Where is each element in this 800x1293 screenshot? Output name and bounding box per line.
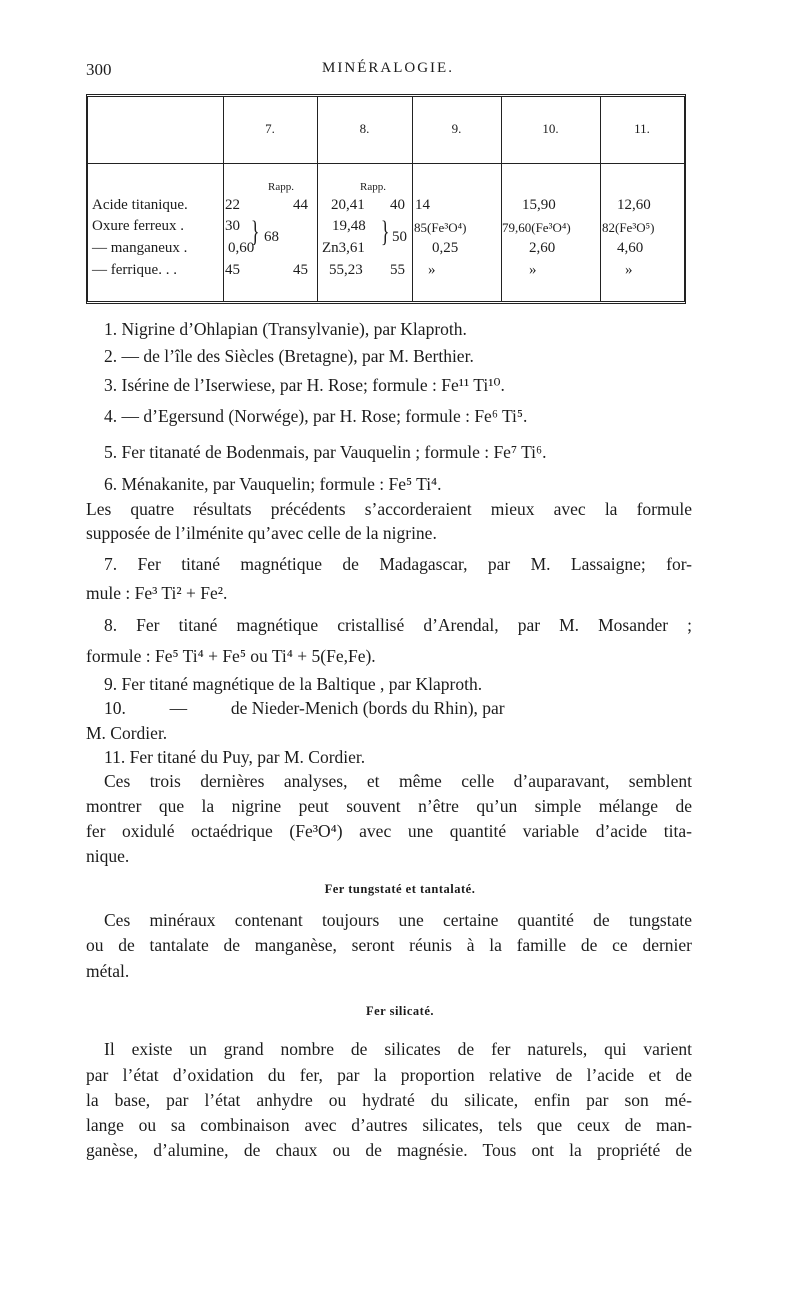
- table-cell: »: [529, 262, 537, 278]
- analysis-item-11: 11. Fer titané du Puy, par M. Cordier.: [104, 747, 366, 767]
- paragraph-line: montrer que la nigrine peut souvent n’être qu’un simple mélange de: [86, 796, 692, 816]
- table-cell: »: [428, 262, 436, 278]
- table-cell: 44: [293, 197, 308, 213]
- table-cell: Zn3,61: [322, 240, 365, 256]
- analysis-item-7: 7. Fer titané magnétique de Madagascar, par M. Lassaigne; for-: [104, 554, 692, 574]
- paragraph-line: M. Cordier.: [86, 723, 168, 743]
- paragraph-line: par l’état d’oxidation du fer, par la proportion relative de l’acide et de: [86, 1065, 692, 1085]
- analysis-item-5: 5. Fer titanaté de Bodenmais, par Vauquelin ; formule : Fe⁷ Ti⁶.: [104, 442, 547, 462]
- table-cell: 55: [390, 262, 405, 278]
- column-header-9: 9.: [451, 121, 462, 136]
- table-cell: 20,41: [331, 197, 365, 213]
- analysis-table: [86, 94, 686, 304]
- rapp-label: Rapp.: [360, 181, 386, 193]
- brace-sum-8: 50: [392, 229, 407, 245]
- column-header-10: 10.: [542, 121, 559, 136]
- rapp-label: Rapp.: [268, 181, 294, 193]
- paragraph-line: la base, par l’état anhydre ou hydraté du silicate, enfin par son mé-: [86, 1090, 692, 1110]
- table-cell: 45: [293, 262, 308, 278]
- running-header: [86, 60, 690, 84]
- analysis-item-10: 10. — de Nieder-Menich (bords du Rhin), par: [104, 698, 505, 718]
- table-cell: 4,60: [617, 240, 644, 256]
- analysis-item-1: 1. Nigrine d’Ohlapian (Transylvanie), par Klaproth.: [104, 319, 467, 339]
- paragraph-line: supposée de l’ilménite qu’avec celle de la nigrine.: [86, 523, 437, 543]
- table-cell: 45: [225, 262, 240, 278]
- table-cell: 79,60(Fe³O⁴): [502, 220, 571, 235]
- table-cell: 40: [390, 197, 405, 213]
- table-cell: 0,25: [432, 240, 459, 256]
- paragraph-line: nique.: [86, 846, 130, 866]
- paragraph-line: Ces minéraux contenant toujours une certaine quantité de tungstate: [104, 910, 692, 930]
- column-header-7: 7.: [265, 121, 275, 136]
- row-label: — manganeux .: [92, 240, 188, 256]
- column-header-11: 11.: [634, 121, 650, 136]
- table-cell: »: [625, 262, 633, 278]
- row-label: Oxure ferreux .: [92, 218, 185, 234]
- table-cell: 30: [225, 218, 240, 234]
- paragraph-line: Il existe un grand nombre de silicates de fer naturels, qui varient: [104, 1039, 692, 1059]
- paragraph-line: mule : Fe³ Ti² + Fe².: [86, 583, 228, 603]
- table-cell: 0,60: [228, 240, 255, 256]
- table-cell: 15,90: [522, 197, 556, 213]
- paragraph-line: Les quatre résultats précédents s’accorderaient mieux avec la formule: [86, 499, 692, 519]
- table-cell: 14: [415, 197, 430, 213]
- analysis-item-8: 8. Fer titané magnétique cristallisé d’Arendal, par M. Mosander ;: [104, 615, 692, 635]
- analysis-item-2: 2. — de l’île des Siècles (Bretagne), par M. Berthier.: [104, 346, 474, 366]
- table-cell: 85(Fe³O⁴): [414, 220, 467, 235]
- analysis-item-4: 4. — d’Egersund (Norwége), par H. Rose; formule : Fe⁶ Ti⁵.: [104, 406, 528, 426]
- section-heading: Fer silicaté.: [365, 1004, 435, 1018]
- paragraph-line: lange ou sa combinaison avec d’autres silicates, tels que ceux de man-: [86, 1115, 692, 1135]
- row-label: — ferrique. . .: [92, 262, 177, 278]
- table-cell: 82(Fe³O⁵): [602, 220, 655, 235]
- analysis-item-9: 9. Fer titané magnétique de la Baltique , par Klaproth.: [104, 674, 483, 694]
- table-cell: 2,60: [529, 240, 556, 256]
- column-header-8: 8.: [359, 121, 370, 136]
- analysis-item-3: 3. Isérine de l’Iserwiese, par H. Rose; formule : Fe¹¹ Ti¹⁰.: [104, 375, 505, 395]
- running-title: MINÉRALOGIE.: [322, 60, 454, 76]
- paragraph-line: formule : Fe⁵ Ti⁴ + Fe⁵ ou Ti⁴ + 5(Fe,Fe).: [86, 646, 376, 666]
- paragraph-line: métal.: [86, 961, 130, 981]
- paragraph-line: Ces trois dernières analyses, et même celle d’auparavant, semblent: [104, 771, 692, 791]
- analysis-item-6: 6. Ménakanite, par Vauquelin; formule : Fe⁵ Ti⁴.: [104, 474, 442, 494]
- table-cell: 22: [225, 197, 240, 213]
- paragraph-line: ganèse, d’alumine, de chaux ou de magnésie. Tous ont la propriété de: [86, 1140, 692, 1160]
- page-number: 300: [86, 60, 112, 79]
- paragraph-line: fer oxidulé octaédrique (Fe³O⁴) avec une quantité variable d’acide tita-: [86, 821, 692, 841]
- table-cell: 55,23: [329, 262, 363, 278]
- section-heading: Fer tungstaté et tantalaté.: [324, 882, 476, 896]
- brace-sum-7: 68: [264, 229, 279, 245]
- table-cell: 19,48: [332, 218, 366, 234]
- row-label: Acide titanique.: [92, 197, 188, 213]
- paragraph-line: ou de tantalate de manganèse, seront réunis à la famille de ce dernier: [86, 935, 692, 955]
- header-rule: [88, 163, 684, 164]
- brace-icon: }: [380, 215, 390, 248]
- table-cell: 12,60: [617, 197, 651, 213]
- brace-icon: }: [250, 215, 260, 248]
